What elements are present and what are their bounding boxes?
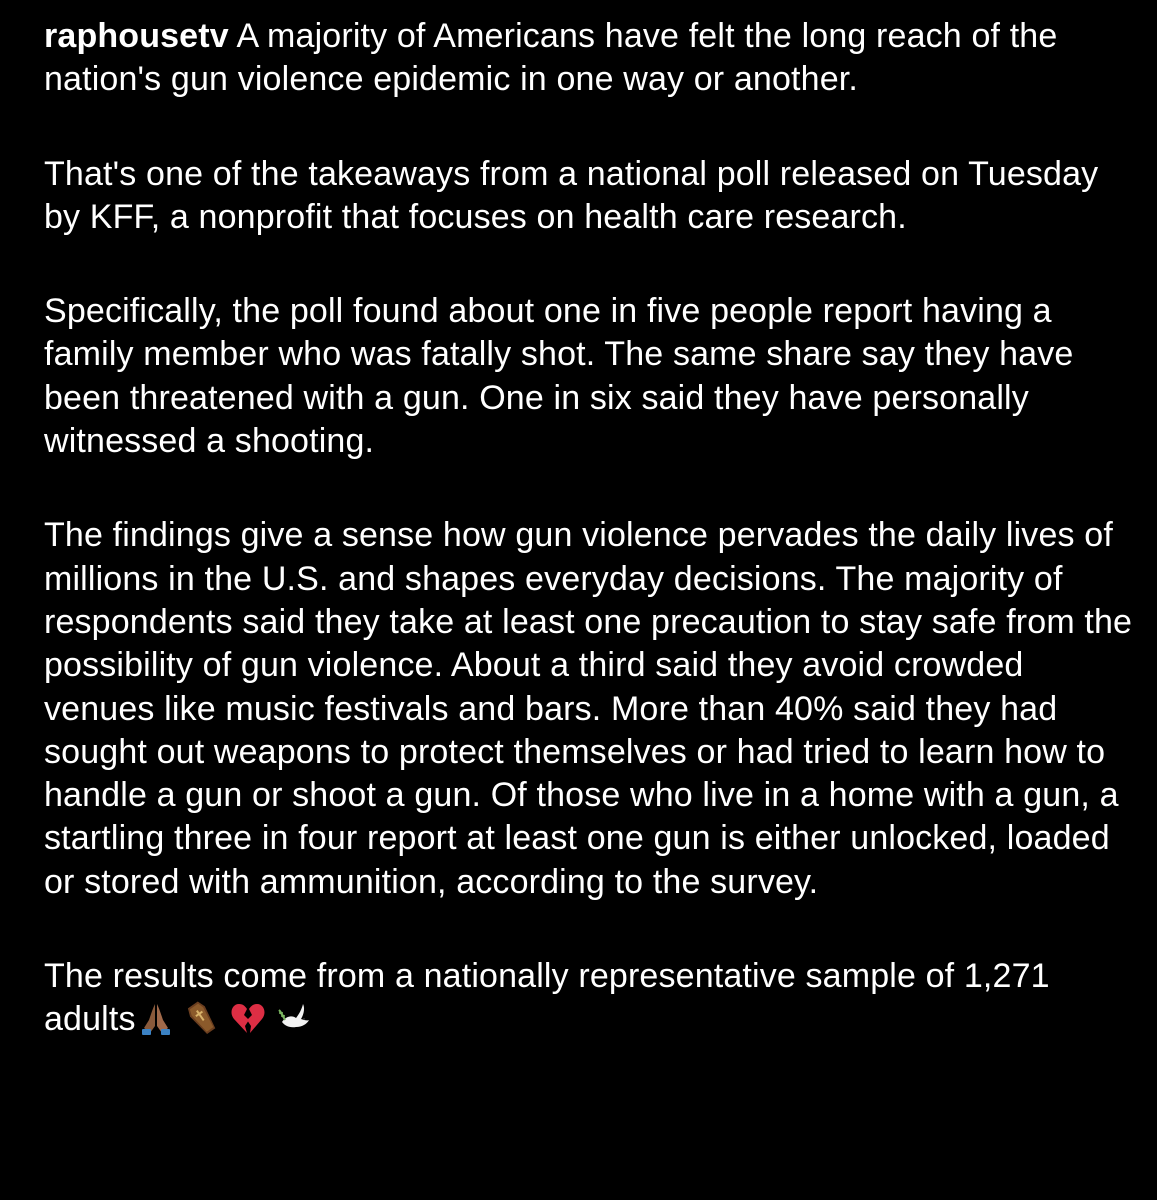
caption-text-1: A majority of Americans have felt the long reach of the nation's gun violence epidemic in one way or another.: [44, 17, 1058, 99]
post-caption: [44, 15, 1134, 1093]
caption-paragraph-5: [44, 955, 1134, 1042]
broken-heart-icon: [230, 1000, 266, 1036]
dove-icon: [276, 1000, 312, 1036]
caption-paragraph-3: Specifically, the poll found about one in five people report having a family member who was fatally shot. The same share say they have been threatened with a gun. One in six said they have personally witnessed a shooting.: [44, 292, 1074, 461]
coffin-icon: [184, 1000, 220, 1036]
caption-paragraph-2: That's one of the takeaways from a national poll released on Tuesday by KFF, a nonprofit that focuses on health care research.: [44, 154, 1099, 236]
caption-paragraph-1: [44, 15, 1134, 102]
emoji-row: [138, 1000, 312, 1036]
username-link[interactable]: raphousetv: [44, 17, 229, 55]
caption-text-5: The results come from a nationally representative sample of 1,271 adults: [44, 957, 1050, 1039]
caption-paragraph-4: The findings give a sense how gun violence pervades the daily lives of millions in the U.S. and shapes everyday decisions. The majority of respondents said they take at least one precaution to stay safe from the possibility of gun violence. About a third said they avoid crowded venues like music festivals and bars. More than 40% said they had sought out weapons to protect themselves or had tried to learn how to handle a gun or shoot a gun. Of those who live in a home with a gun, a startling three in four report at least one gun is either unlocked, loaded or stored with ammunition, according to the survey.: [44, 516, 1133, 901]
praying-hands-icon: [138, 1000, 174, 1036]
